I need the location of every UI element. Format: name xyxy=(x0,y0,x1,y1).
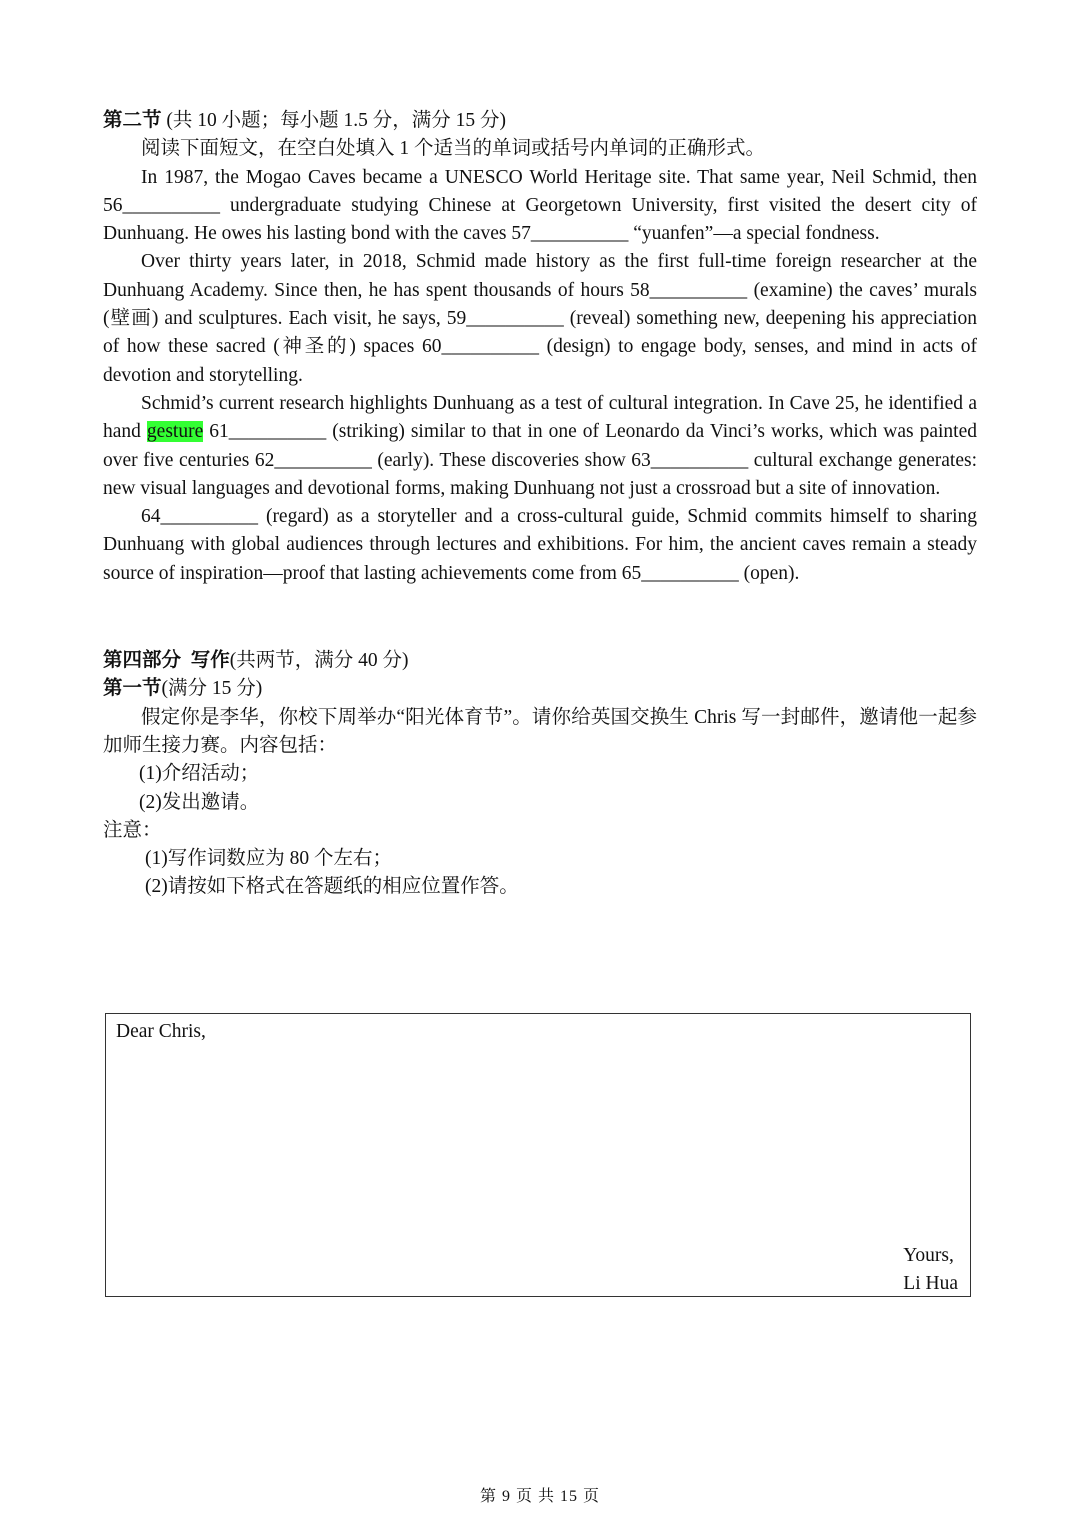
part4-subtitle: 写作 xyxy=(190,650,230,672)
content-item-2: (2)发出邀请。 xyxy=(139,791,260,813)
highlighted-word: gesture xyxy=(146,421,204,443)
section2-heading xyxy=(103,107,977,135)
section2-info: (共 10 小题；每小题 1.5 分，满分 15 分) xyxy=(161,110,507,131)
section1-title: 第一节 xyxy=(103,678,162,700)
note-item-1: (1)写作词数应为 80 个左右； xyxy=(145,848,392,870)
part4-info: (共两节，满分 40 分) xyxy=(229,650,409,672)
note-label: 注意： xyxy=(103,819,162,841)
passage-paragraph-2: Over thirty years later, in 2018, Schmid made history as the first full-time foreign researcher at the Dunhuang Academy. Since then, he has spent thousands of hours 58__________ (examine) the caves’ murals (壁画) and sculptures. Each visit, he says, 59__________ (reveal) something new, deepening his appreciation of how these sacred (神圣的) spaces 60__________ (design) to engage body, senses, and mind in acts of devotion and storytelling. xyxy=(103,251,977,386)
part4-title: 第四部分 xyxy=(103,650,182,672)
passage-paragraph-4: 64__________ (regard) as a storyteller and a cross-cultural guide, Schmid commits himself to sharing Dunhuang with global audiences through lectures and exhibitions. For him, the ancient caves remain a steady source of inspiration—proof that lasting achievements come from 65__________ (open). xyxy=(103,506,977,584)
section2-instruction: 阅读下面短文，在空白处填入 1 个适当的单词或括号内单词的正确形式。 xyxy=(141,138,766,160)
content-item-1: (1)介绍活动； xyxy=(139,763,260,785)
note-item-2: (2)请按如下格式在答题纸的相应位置作答。 xyxy=(145,876,519,898)
paragraph-3-before: Schmid’s current research highlights Dunhuang as a test of cultural integration. In Cave 25, he identified a hand xyxy=(103,392,977,443)
section-spacer xyxy=(103,588,977,647)
letter-greeting: Dear Chris, xyxy=(116,1021,206,1042)
part4-section1-heading xyxy=(103,675,977,703)
letter-closing: Yours, xyxy=(903,1245,954,1266)
section2-title: 第二节 xyxy=(103,110,162,131)
section1-info: (满分 15 分) xyxy=(161,678,263,700)
writing-prompt: 假定你是李华，你校下周举办“阳光体育节”。请你给英国交换生 Chris 写一封邮件，邀请他一起参加师生接力赛。内容包括： xyxy=(103,706,977,756)
letter-format-box xyxy=(105,1013,971,1297)
passage-paragraph-3 xyxy=(103,390,977,503)
letter-closing-block xyxy=(903,1242,958,1298)
letter-signature: Li Hua xyxy=(903,1273,958,1294)
exam-page-content xyxy=(103,107,977,902)
passage-paragraph-1: In 1987, the Mogao Caves became a UNESCO World Heritage site. That same year, Neil Schmid, then 56__________ undergraduate studying Chinese at Georgetown University, first visited the desert city of Dunhuang. He owes his lasting bond with the caves 57__________ “yuanfen”—a special fondness. xyxy=(103,166,977,245)
page-number-footer: 第 9 页 共 15 页 xyxy=(479,1488,600,1505)
paragraph-3-after: 61__________ (striking) similar to that in one of Leonardo da Vinci’s works, which was painted over five centuries 62__________ (early). These discoveries show 63__________ cultural exchange generates: new visual languages and devotional forms, making Dunhuang not just a crossroad but a site of innovation. xyxy=(103,421,977,499)
part4-heading xyxy=(103,647,977,675)
